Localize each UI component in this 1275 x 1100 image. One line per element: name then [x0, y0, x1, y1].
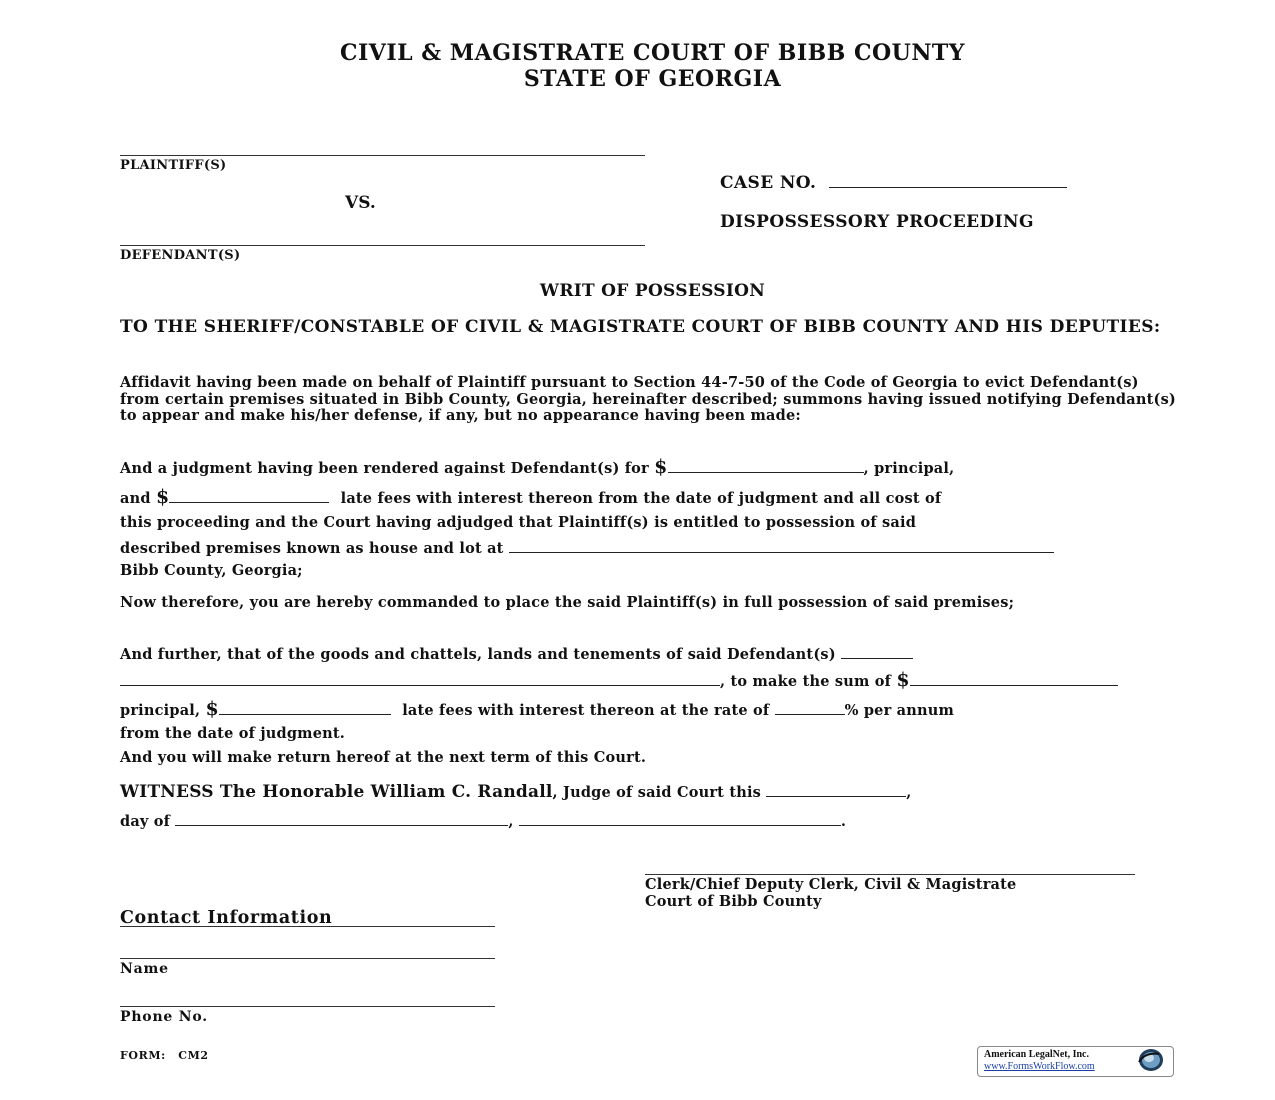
witness-judge-name: WITNESS The Honorable William C. Randall: [120, 782, 553, 802]
court-title: CIVIL & MAGISTRATE COURT OF BIBB COUNTY: [339, 40, 966, 66]
signature-line[interactable]: [645, 874, 1135, 875]
judgment-text: described premises known as house and lot at: [120, 540, 504, 557]
dollar-sign: $: [205, 698, 219, 720]
form-id: [120, 1049, 209, 1062]
command-paragraph: Now therefore, you are hereby commanded to place the said Plaintiff(s) in full possession of said premises;: [120, 594, 1015, 611]
judgment-line-5: Bibb County, Georgia;: [120, 562, 303, 579]
affidavit-paragraph: Affidavit having been made on behalf of Plaintiff pursuant to Section 44-7-50 of the Code of Georgia to evict Defendant(s) from certain premises situated in Bibb County, Georgia, hereinafter described; summons having issued notifying Defendant(s) to appear and make his/her defense, if any, but no appearance having been made:: [120, 374, 1176, 424]
further-line-4: from the date of judgment.: [120, 725, 346, 742]
period: .: [840, 813, 847, 830]
further-text: principal,: [120, 702, 201, 719]
name-label: Name: [120, 961, 169, 977]
dollar-sign: $: [654, 456, 668, 478]
proceeding-label: DISPOSSESSORY PROCEEDING: [720, 212, 1034, 232]
addressee-heading: TO THE SHERIFF/CONSTABLE OF CIVIL & MAGISTRATE COURT OF BIBB COUNTY AND HIS DEPUTIES:: [120, 317, 1161, 337]
defendant-name-field-b[interactable]: [120, 671, 720, 686]
plaintiff-line[interactable]: [120, 155, 645, 156]
dollar-sign: $: [155, 486, 170, 508]
case-no-field[interactable]: [829, 173, 1067, 188]
contact-heading: Contact Information: [120, 908, 333, 928]
further-text: late fees with interest thereon at the rate of: [402, 702, 770, 719]
publisher-name: American LegalNet, Inc.: [984, 1049, 1089, 1060]
state-title: STATE OF GEORGIA: [523, 66, 782, 92]
premises-address-field[interactable]: [509, 538, 1054, 553]
further-late-fees-field[interactable]: [219, 700, 391, 715]
year-field[interactable]: [519, 811, 841, 826]
judgment-text: late fees with interest thereon from the date of judgment and all cost of: [340, 490, 942, 507]
defendant-name-field-a[interactable]: [841, 644, 913, 659]
contact-heading-underline: [120, 926, 495, 927]
globe-logo-icon: [1135, 1048, 1165, 1072]
judgment-text: , principal,: [863, 460, 955, 477]
judgment-text: And a judgment having been rendered against Defendant(s) for: [120, 460, 649, 477]
comma: ,: [508, 813, 514, 830]
publisher-url-link[interactable]: www.FormsWorkFlow.com: [984, 1061, 1095, 1072]
late-fees-amount-field[interactable]: [169, 488, 329, 503]
case-no-row: [720, 173, 1067, 193]
form-code: CM2: [178, 1049, 209, 1062]
signature-title-2: Court of Bibb County: [645, 893, 822, 910]
name-line[interactable]: [120, 958, 495, 959]
further-line-5: And you will make return hereof at the next term of this Court.: [120, 749, 647, 766]
further-text: , to make the sum of: [720, 673, 892, 690]
dollar-sign: $: [896, 669, 910, 691]
comma: ,: [906, 784, 912, 801]
judgment-line-2: [120, 486, 941, 508]
month-field[interactable]: [175, 811, 508, 826]
interest-rate-field[interactable]: [775, 700, 845, 715]
judgment-line-1: [120, 456, 954, 478]
vs-label: VS.: [345, 193, 376, 213]
day-of-label: day of: [120, 813, 171, 830]
case-no-label: CASE NO.: [720, 173, 817, 193]
further-text: And further, that of the goods and chattels, lands and tenements of said Defendant(s): [120, 646, 836, 663]
day-field[interactable]: [766, 782, 906, 797]
witness-line-2: [120, 811, 846, 830]
witness-line-1: [120, 782, 912, 802]
plaintiff-label: PLAINTIFF(S): [120, 158, 227, 173]
signature-title-1: Clerk/Chief Deputy Clerk, Civil & Magistrate: [645, 876, 1017, 893]
phone-line[interactable]: [120, 1006, 495, 1007]
principal-amount-field[interactable]: [668, 458, 864, 473]
further-text: % per annum: [844, 702, 955, 719]
defendant-line[interactable]: [120, 245, 645, 246]
further-line-2: [120, 669, 1118, 691]
witness-text: , Judge of said Court this: [552, 784, 762, 801]
document-title: WRIT OF POSSESSION: [539, 281, 766, 301]
phone-label: Phone No.: [120, 1009, 208, 1025]
further-line-1: [120, 644, 913, 663]
judgment-line-4: [120, 538, 1054, 557]
judgment-line-3: this proceeding and the Court having adjudged that Plaintiff(s) is entitled to possession of said: [120, 514, 917, 531]
form-label: FORM:: [120, 1049, 166, 1062]
further-line-3: [120, 698, 954, 720]
judgment-text: and: [120, 490, 151, 507]
sum-amount-field[interactable]: [910, 671, 1118, 686]
defendant-label: DEFENDANT(S): [120, 248, 241, 263]
